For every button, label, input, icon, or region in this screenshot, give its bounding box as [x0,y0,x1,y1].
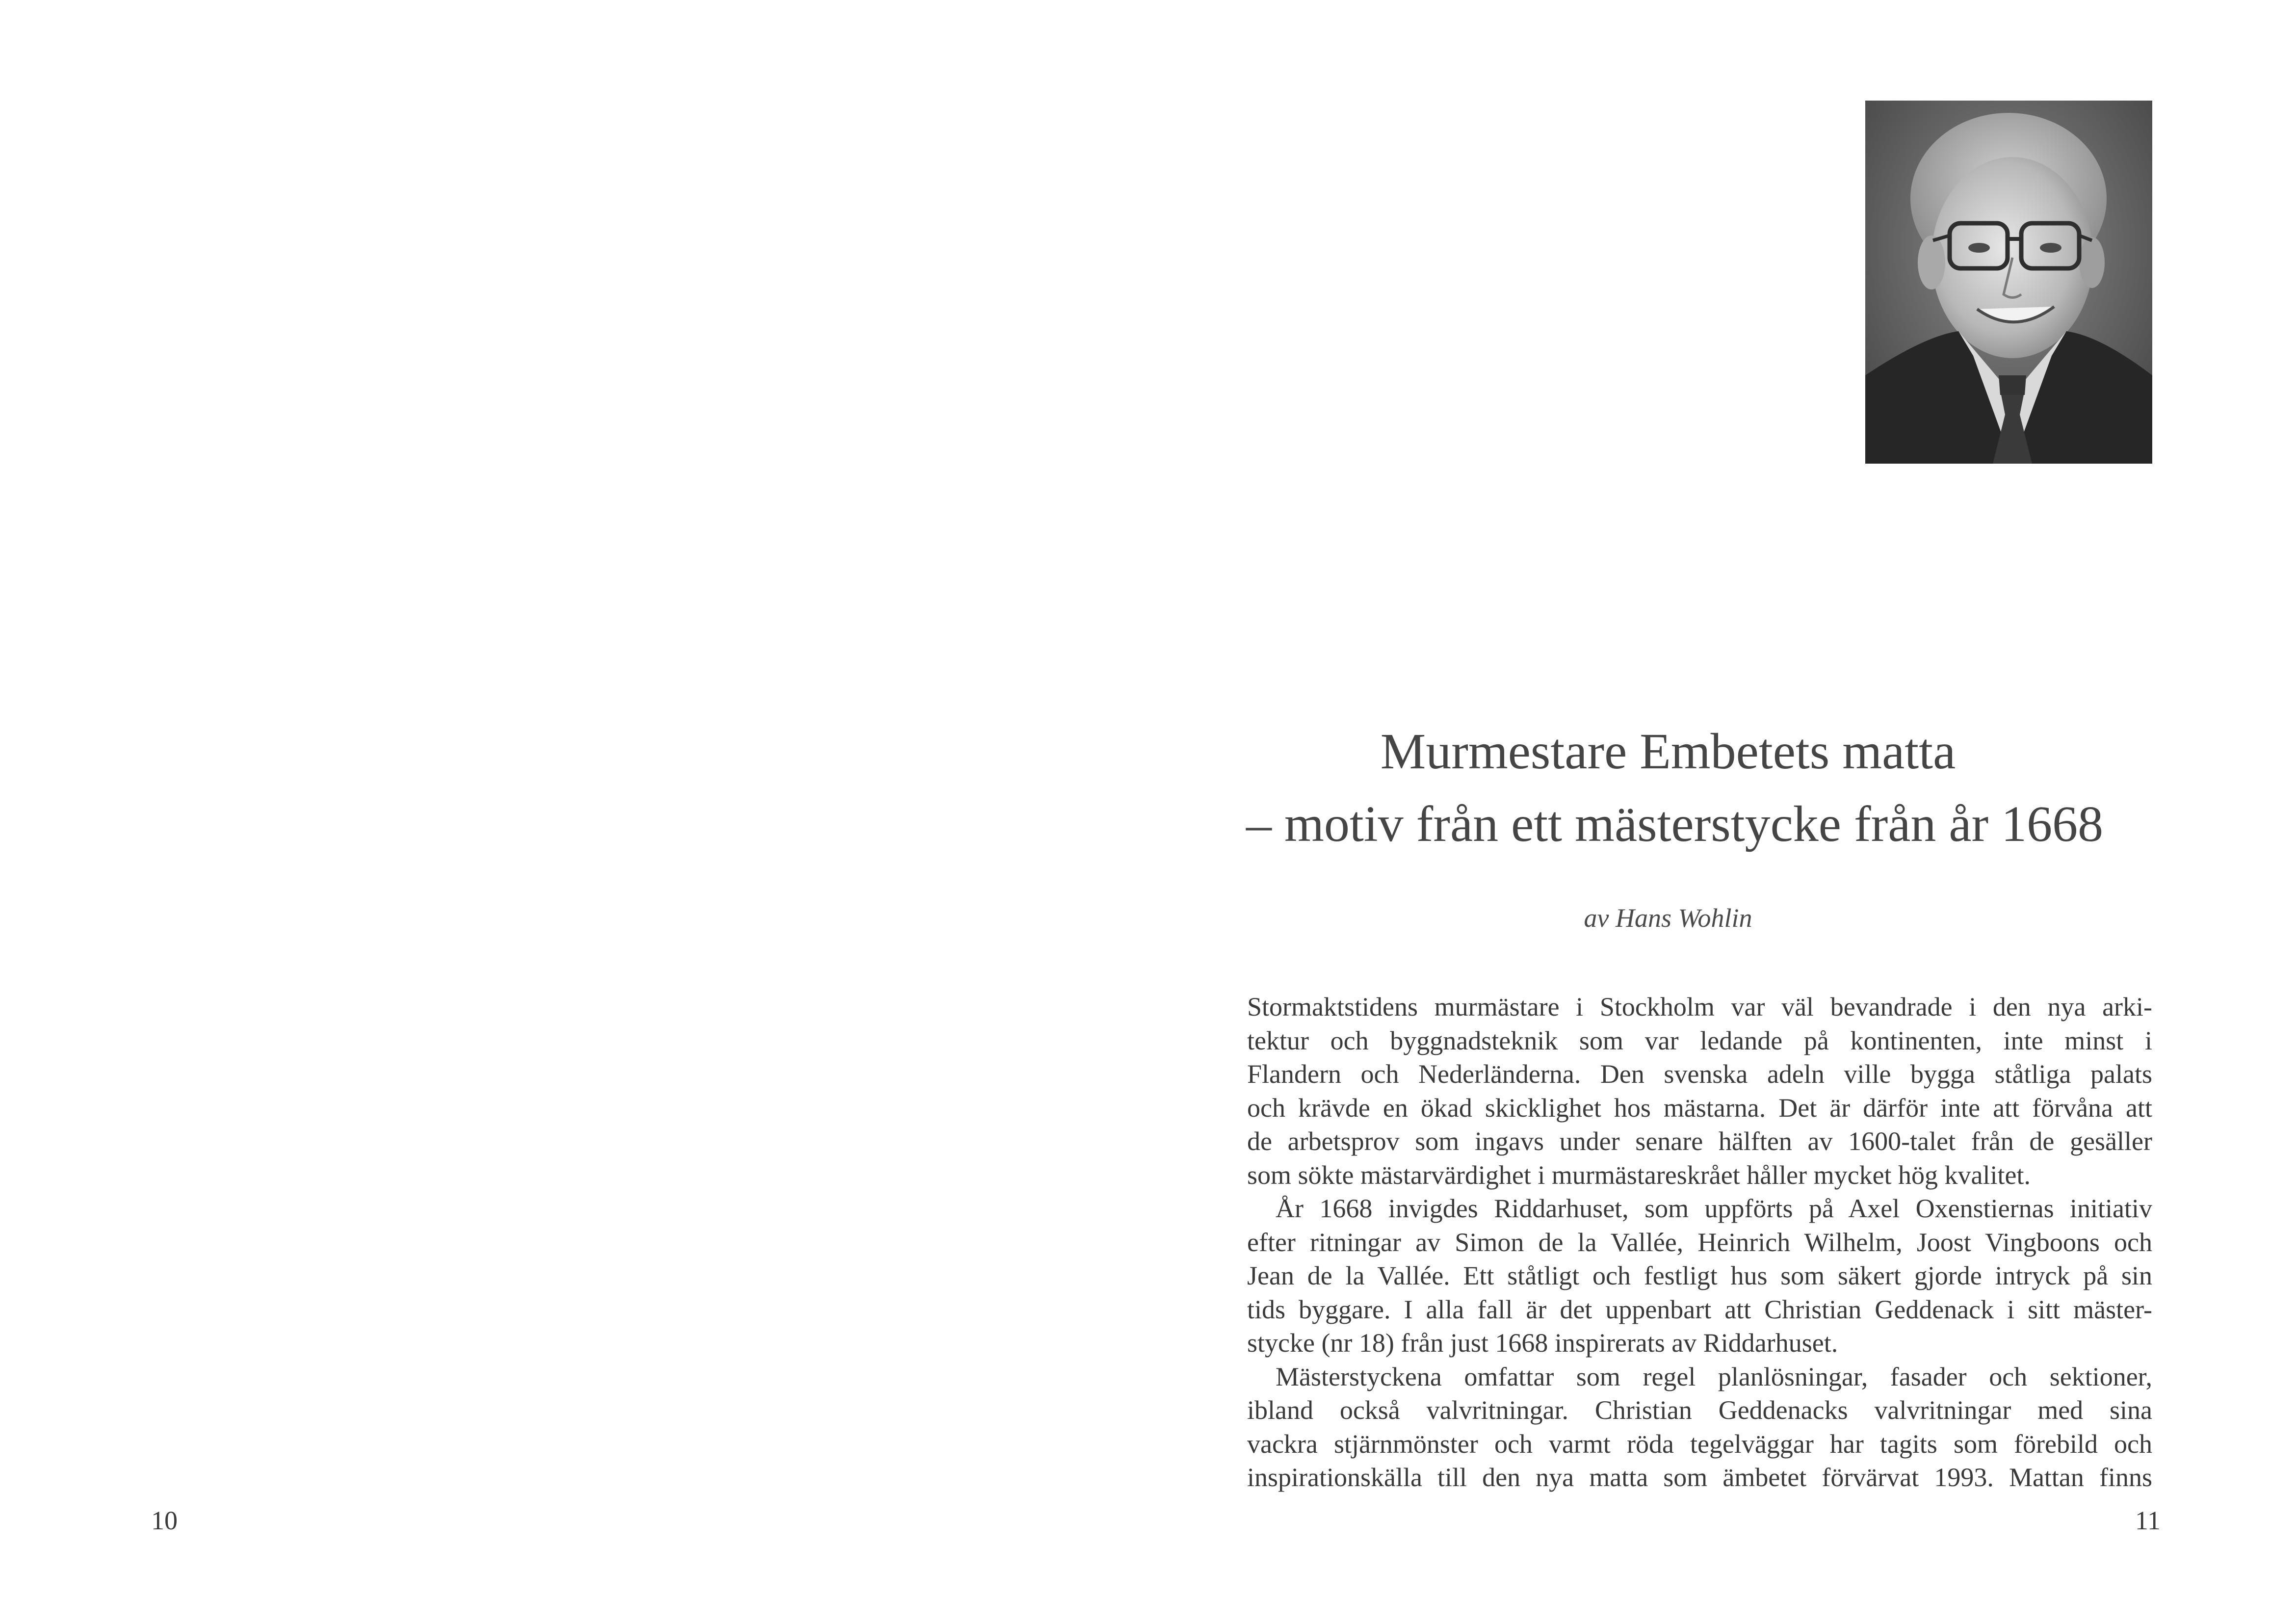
body-line: tids byggare. I alla fall är det uppenbart att Christian Geddenack i sitt mäster- [1247,1294,2152,1324]
article-body [1247,990,2152,1494]
page-number-right: 11 [2135,1506,2161,1535]
portrait-icon [1865,101,2152,464]
article-byline: av Hans Wohlin [1584,903,1752,933]
body-line: vackra stjärnmönster och varmt röda tegelväggar har tagits som förebild och [1247,1429,2152,1459]
body-line: och krävde en ökad skicklighet hos mästarna. Det är därför inte att förvåna att [1247,1093,2152,1123]
article-title-block [1246,723,2104,933]
body-line: År 1668 invigdes Riddarhuset, som uppförts på Axel Oxenstiernas initiativ [1276,1194,2152,1223]
body-line: Mästerstyckena omfattar som regel planlösningar, fasader och sektioner, [1276,1362,2152,1391]
page-number-left: 10 [151,1506,178,1535]
body-line: Stormaktstidens murmästare i Stockholm var väl bevandrade i den nya arki- [1247,992,2152,1022]
author-portrait-photo [1865,101,2152,464]
body-line: tektur och byggnadsteknik som var ledande på kontinenten, inte minst i [1247,1025,2152,1055]
body-line: som sökte mästarvärdighet i murmästareskrået håller mycket hög kvalitet. [1247,1160,2031,1190]
body-line: inspirationskälla till den nya matta som ämbetet förvärvat 1993. Mattan finns [1247,1463,2152,1492]
body-line: efter ritningar av Simon de la Vallée, Heinrich Wilhelm, Joost Vingboons och [1247,1227,2152,1257]
body-line: de arbetsprov som ingavs under senare hälften av 1600-talet från de gesäller [1247,1126,2152,1156]
body-line: stycke (nr 18) från just 1668 inspirerats av Riddarhuset. [1247,1328,1838,1358]
article-subtitle: – motiv från ett mästerstycke från år 1668 [1246,796,2104,852]
body-line: Jean de la Vallée. Ett ståtligt och festligt hus som säkert gjorde intryck på sin [1247,1261,2152,1290]
body-line: ibland också valvritningar. Christian Geddenacks valvritningar med sina [1247,1395,2152,1425]
body-line: Flandern och Nederländerna. Den svenska adeln ville bygga ståtliga palats [1247,1059,2152,1089]
article-title: Murmestare Embetets matta [1380,723,1956,780]
